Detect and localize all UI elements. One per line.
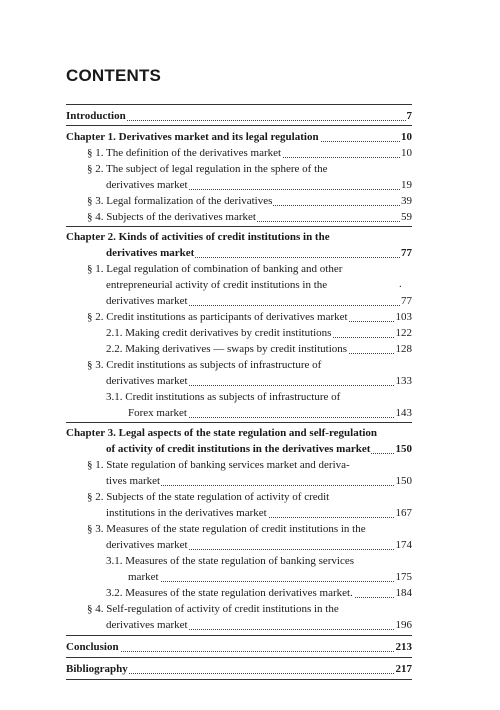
toc-entry-1-4: § 4. Subjects of the derivatives market 59: [87, 211, 412, 223]
page-number: 150: [395, 475, 412, 487]
page-number: 122: [395, 327, 412, 339]
toc-entry-2-1: derivatives market 77: [106, 295, 412, 307]
page-number: 39: [401, 195, 412, 207]
toc-entry-3-3-1-line1: 3.1. Measures of the state regulation of banking services: [106, 555, 355, 567]
page-number: 128: [395, 343, 412, 355]
page-number: 196: [395, 619, 412, 631]
toc-entry-2-1-line1: § 1. Legal regulation of combination of banking and other: [87, 263, 343, 275]
page-number: 77: [401, 247, 412, 259]
toc-entry-chapter-1: Chapter 1. Derivatives market and its legal regulation 10: [66, 131, 412, 143]
toc-entry-2-2: § 2. Credit institutions as participants of derivatives market 103: [87, 311, 412, 323]
toc-entry-3-2-line1: § 2. Subjects of the state regulation of activity of credit: [87, 491, 330, 503]
page-number: 184: [395, 587, 412, 599]
toc-entry-2-1-line2: entrepreneurial activity of credit institutions in the: [106, 279, 328, 291]
toc-entry-2-3-line1: § 3. Credit institutions as subjects of infrastructure of: [87, 359, 322, 371]
toc-entry-3-3-2: 3.2. Measures of the state regulation derivatives market. 184: [106, 587, 412, 599]
toc-entry-introduction: Introduction 7: [66, 110, 412, 122]
page-number: 103: [395, 311, 412, 323]
toc-entry-chapter-2-line1: Chapter 2. Kinds of activities of credit institutions in the: [66, 231, 330, 243]
toc-entry-1-2-line1: § 2. The subject of legal regulation in the sphere of the: [87, 163, 328, 175]
toc-entry-3-3-line1: § 3. Measures of the state regulation of credit institutions in the: [87, 523, 366, 535]
page-number: 174: [395, 539, 412, 551]
divider: [66, 635, 412, 636]
page-number: 77: [401, 295, 412, 307]
divider: [66, 422, 412, 423]
contents-heading: CONTENTS: [66, 66, 162, 85]
toc-entry-1-3: § 3. Legal formalization of the derivatives 39: [87, 195, 412, 207]
page-number: 167: [395, 507, 412, 519]
toc-entry-3-3-1: market 175: [128, 571, 412, 583]
toc-entry-2-3-1-line1: 3.1. Credit institutions as subjects of infrastructure of: [106, 391, 341, 403]
page-number: 143: [395, 407, 412, 419]
toc-entry-3-4: derivatives market 196: [106, 619, 412, 631]
toc-entry-2-2-2: 2.2. Making derivatives — swaps by credit institutions 128: [106, 343, 412, 355]
toc-entry-3-1: tives market 150: [106, 475, 412, 487]
toc-entry-3-4-line1: § 4. Self-regulation of activity of credit institutions in the: [87, 603, 339, 615]
stray-dot: .: [399, 278, 402, 290]
toc-entry-2-2-1: 2.1. Making credit derivatives by credit institutions 122: [106, 327, 412, 339]
page-number: 133: [395, 375, 412, 387]
toc-entry-chapter-2: derivatives market 77: [106, 247, 412, 259]
toc-entry-chapter-3: of activity of credit institutions in the derivatives market 150: [106, 443, 412, 455]
page-number: 19: [401, 179, 412, 191]
page-number: 217: [395, 663, 412, 675]
page-number: 175: [395, 571, 412, 583]
divider: [66, 657, 412, 658]
toc-entry-1-1: § 1. The definition of the derivatives market 10: [87, 147, 412, 159]
page-number: 10: [401, 131, 412, 143]
toc-entry-2-3: derivatives market 133: [106, 375, 412, 387]
page-number: 59: [401, 211, 412, 223]
toc-entry-3-3: derivatives market 174: [106, 539, 412, 551]
top-rule: [66, 104, 412, 105]
toc-entry-3-1-line1: § 1. State regulation of banking services market and deriva-: [87, 459, 350, 471]
page-number: 150: [395, 443, 412, 455]
divider: [66, 125, 412, 126]
divider: [66, 226, 412, 227]
page-number: 213: [395, 641, 412, 653]
toc-entry-1-2: derivatives market 19: [106, 179, 412, 191]
toc-entry-conclusion: Conclusion 213: [66, 641, 412, 653]
toc-entry-3-2: institutions in the derivatives market 167: [106, 507, 412, 519]
page-number: 7: [406, 110, 412, 122]
toc-entry-chapter-3-line1: Chapter 3. Legal aspects of the state regulation and self-regulation: [66, 427, 378, 439]
toc-entry-2-3-1: Forex market 143: [128, 407, 412, 419]
toc-entry-bibliography: Bibliography 217: [66, 663, 412, 675]
bottom-rule: [66, 679, 412, 680]
page-number: 10: [401, 147, 412, 159]
